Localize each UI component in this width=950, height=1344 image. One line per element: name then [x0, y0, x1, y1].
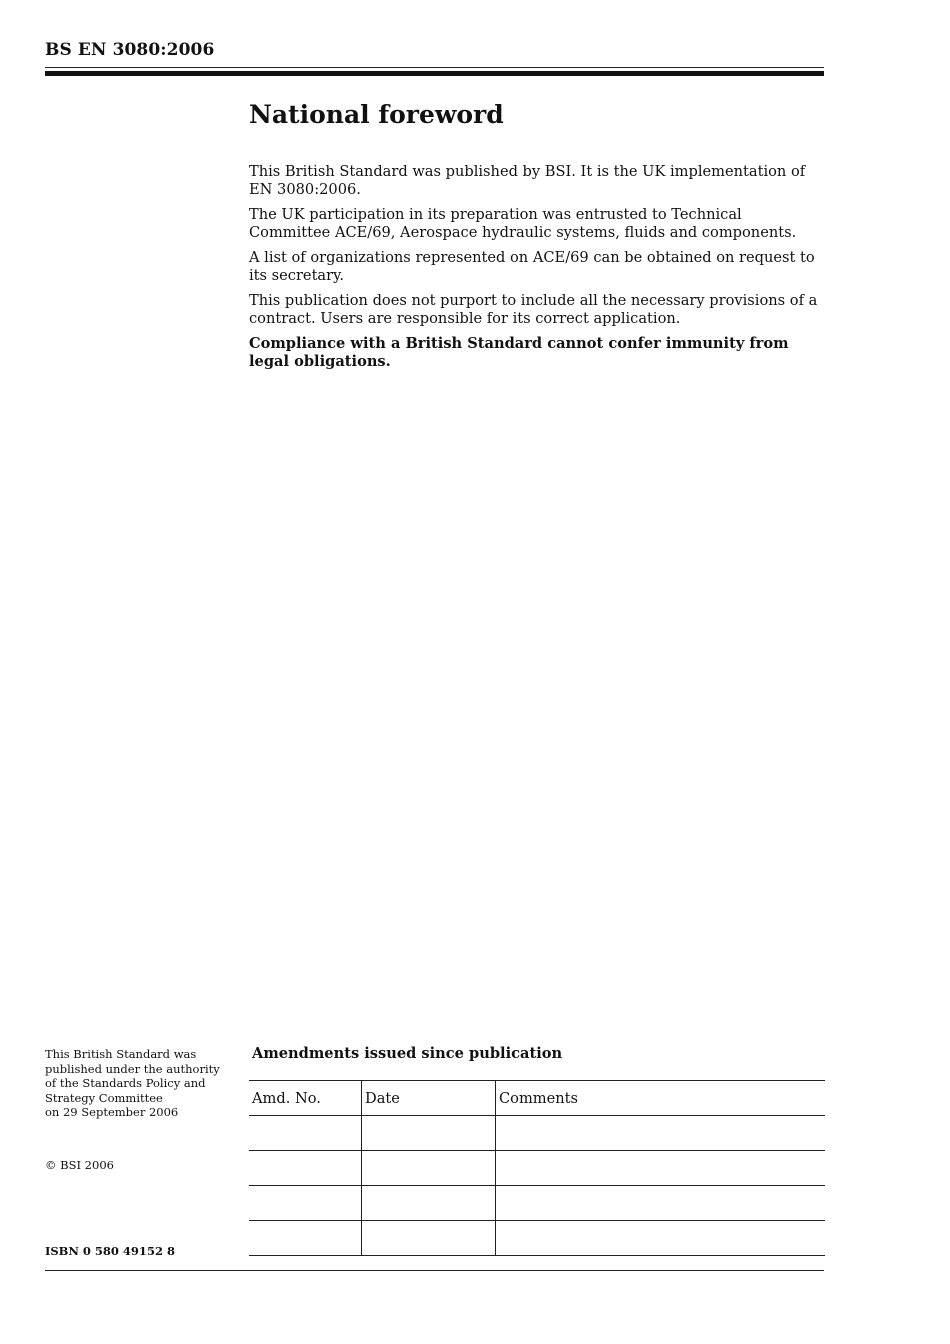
table-cell [496, 1186, 826, 1221]
publication-note-line: of the Standards Policy and [45, 1076, 206, 1090]
column-header-amd-no: Amd. No. [249, 1081, 362, 1116]
column-header-date: Date [362, 1081, 496, 1116]
footer-rule [45, 1270, 824, 1271]
amendments-table [249, 1080, 825, 1256]
page-title: National foreword [249, 100, 504, 129]
publication-note-line: Strategy Committee [45, 1090, 163, 1105]
table-row [249, 1151, 825, 1186]
table-cell [496, 1151, 826, 1186]
table-cell [362, 1186, 496, 1221]
foreword-paragraph: This British Standard was published by BSI. It is the UK implementation of EN 3080:2006. [249, 163, 806, 198]
table-row [249, 1186, 825, 1221]
table-cell [362, 1116, 496, 1151]
header-rule-thin [45, 67, 824, 68]
foreword-paragraph: This publication does not purport to include all the necessary provisions of a contract. Users are responsible for its correct application. [249, 292, 818, 327]
table-cell [362, 1151, 496, 1186]
compliance-statement: Compliance with a British Standard cannot confer immunity from legal obligations. [249, 335, 789, 370]
amendments-title: Amendments issued since publication [252, 1045, 563, 1062]
publication-note [45, 1047, 240, 1120]
table-cell [249, 1221, 362, 1256]
foreword-paragraph: The UK participation in its preparation was entrusted to Technical Committee ACE/69, Aerospace hydraulic systems, fluids and components. [249, 206, 797, 241]
foreword-paragraph: A list of organizations represented on ACE/69 can be obtained on request to its secretary. [249, 249, 815, 284]
table-cell [249, 1151, 362, 1186]
publication-note-line: This British Standard was [45, 1047, 197, 1061]
isbn: ISBN 0 580 49152 8 [45, 1244, 175, 1258]
table-cell [496, 1221, 826, 1256]
column-header-comments: Comments [496, 1081, 826, 1116]
publication-note-line: published under the authority [45, 1061, 220, 1076]
table-row [249, 1116, 825, 1151]
table-header-row [249, 1081, 825, 1116]
header-rule-thick [45, 71, 824, 76]
publication-note-line: on 29 September 2006 [45, 1105, 179, 1119]
table-cell [249, 1186, 362, 1221]
table-cell [362, 1221, 496, 1256]
table-row [249, 1221, 825, 1256]
copyright-notice: © BSI 2006 [45, 1158, 114, 1172]
document-code: BS EN 3080:2006 [45, 40, 215, 60]
table-cell [496, 1116, 826, 1151]
foreword-body [249, 163, 827, 378]
table-cell [249, 1116, 362, 1151]
